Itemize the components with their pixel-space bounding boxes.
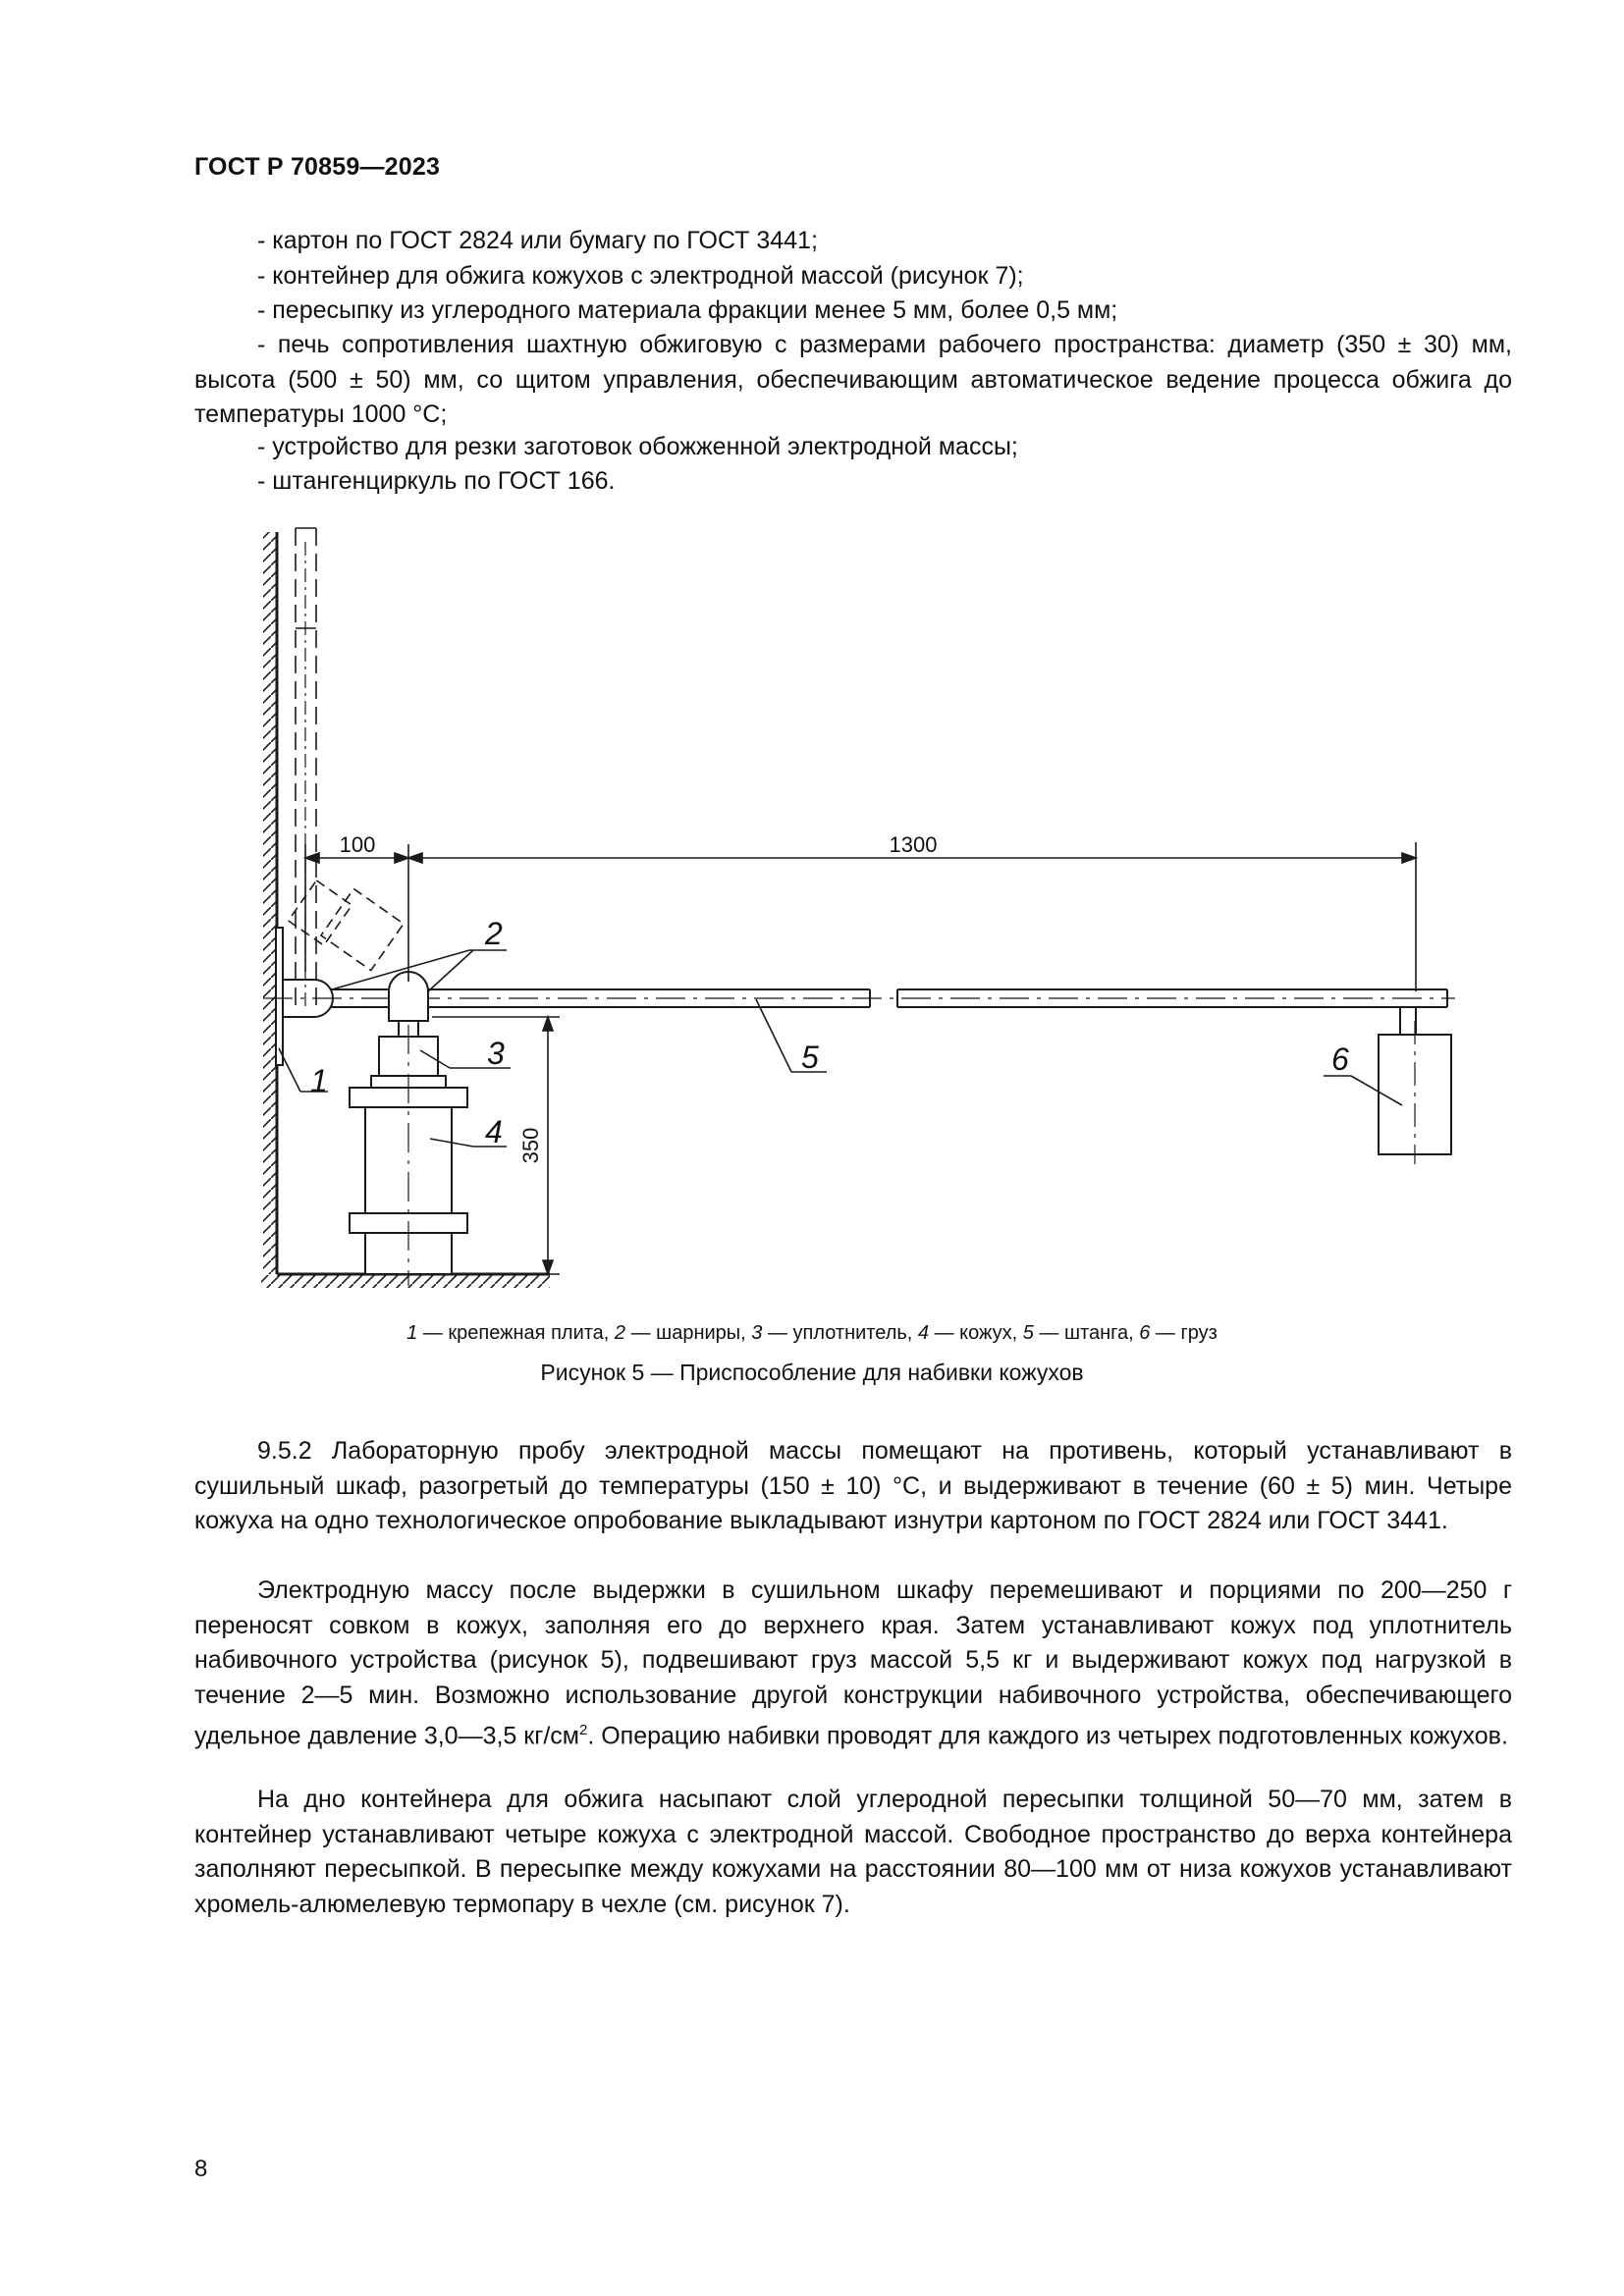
casing bbox=[350, 1025, 467, 1286]
list-item: - картон по ГОСТ 2824 или бумагу по ГОСТ 3441; bbox=[257, 227, 818, 254]
floor bbox=[261, 1274, 550, 1288]
callout-1: 1 bbox=[310, 1063, 328, 1098]
weight bbox=[1379, 1007, 1451, 1164]
page-number: 8 bbox=[194, 2156, 208, 2182]
document-header: ГОСТ Р 70859—2023 bbox=[194, 153, 441, 181]
mounting-plate bbox=[276, 928, 283, 1065]
callout-6: 6 bbox=[1331, 1041, 1349, 1077]
callout-3: 3 bbox=[487, 1036, 505, 1071]
list-item: - контейнер для обжига кожухов с электродной массой (рисунок 7); bbox=[257, 262, 1024, 290]
paragraph-packing: Электродную массу после выдержки в сушильном шкафу перемешивают и порциями по 200—250 г переносят совком в кожух, заполняя его до верхнего края. Затем устанавливают кожух под уплотнитель набивочного устройства (рисунок 5), подвешивают груз массой 5,5 кг и выдерживают кожух под нагрузкой в течение 2—5 мин. Возможно использование другой конструкции набивочного устройства, обеспечивающего удельное давление 3,0—3,5 $кг/см^2$. Операцию набивки проводят для каждого из четырех подготовленных кожухов. bbox=[194, 1576, 1512, 1750]
list-item: - штангенциркуль по ГОСТ 166. bbox=[257, 467, 616, 495]
rod bbox=[263, 989, 1455, 1007]
list-item: - устройство для резки заготовок обожженной электродной массы; bbox=[257, 433, 1018, 460]
callout-2: 2 bbox=[485, 916, 503, 951]
paragraph-9-5-2: 9.5.2 Лабораторную пробу электродной массы помещают на противень, который устанавливают в сушильный шкаф, разогретый до температуры (150 ± 10) °С, и выдерживают в течение (60 ± 5) мин. Четыре кожуха на одно технологическое опробование выкладывают изнутри картоном по ГОСТ 2824 или ГОСТ 3441. bbox=[194, 1437, 1512, 1534]
paragraph-container: На дно контейнера для обжига насыпают слой углеродной пересыпки толщиной 50—70 мм, затем в контейнер устанавливают четыре кожуха с электродной массой. Свободное пространство до верха контейнера заполняют пересыпкой. В пересыпке между кожухами на расстоянии 80—100 мм от низа кожухов устанавливают хромель-алюмелевую термопару в чехле (см. рисунок 7). bbox=[194, 1786, 1512, 1918]
list-item: - печь сопротивления шахтную обжиговую с размерами рабочего пространства: диаметр (350 ± 30) мм, высота (500 ± 50) мм, со щитом управления, обеспечивающим автоматическое ведение процесса обжига до температуры 1000 °С; bbox=[194, 331, 1512, 428]
dimension-350: 350 bbox=[518, 1127, 543, 1164]
dimension-1300: 1300 bbox=[889, 832, 938, 857]
dimension-100: 100 bbox=[339, 832, 376, 857]
list-item: - пересыпку из углеродного материала фракции менее 5 мм, более 0,5 мм; bbox=[257, 296, 1118, 324]
callout-4: 4 bbox=[485, 1114, 503, 1149]
figure-caption: Рисунок 5 — Приспособление для набивки кожухов bbox=[540, 1360, 1084, 1385]
wall bbox=[263, 532, 277, 1274]
dimension-lines bbox=[305, 842, 1416, 1274]
figure-legend: 1 — крепежная плита, 2 — шарниры, 3 — уплотнитель, 4 — кожух, 5 — штанга, 6 — груз bbox=[406, 1322, 1218, 1344]
callout-5: 5 bbox=[801, 1040, 819, 1075]
